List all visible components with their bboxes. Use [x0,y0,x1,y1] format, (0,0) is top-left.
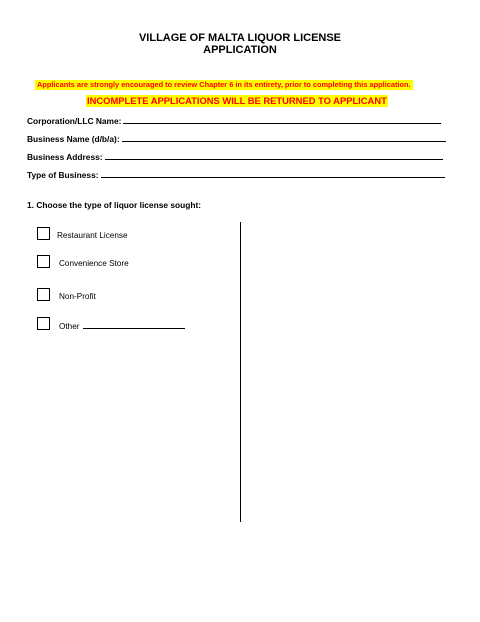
corporation-field-row [27,115,441,127]
form-title-line2: APPLICATION [203,44,277,56]
non-profit-label: Non-Profit [59,292,96,301]
convenience-store-label: Convenience Store [59,259,129,268]
business-name-input[interactable] [122,133,446,142]
convenience-store-checkbox[interactable] [37,255,50,268]
question-number: 1. [27,200,34,210]
business-address-label: Business Address: [27,152,103,162]
business-type-input[interactable] [101,169,445,178]
restaurant-license-checkbox[interactable] [37,227,50,240]
other-label: Other [59,322,80,331]
other-input[interactable] [83,320,185,329]
restaurant-license-label: Restaurant License [57,231,128,240]
corporation-label: Corporation/LLC Name: [27,116,122,126]
form-title-line1: VILLAGE OF MALTA LIQUOR LICENSE [138,32,342,44]
other-option [59,320,185,332]
business-name-label: Business Name (d/b/a): [27,134,120,144]
corporation-input[interactable] [123,115,441,124]
column-divider [240,222,241,522]
business-type-field-row [27,169,445,181]
review-notice: Applicants are strongly encouraged to review Chapter 6 in its entirety, prior to completing this application. [37,80,411,89]
other-checkbox[interactable] [37,317,50,330]
business-address-input[interactable] [105,151,443,160]
business-type-label: Type of Business: [27,170,99,180]
business-name-field-row [27,133,446,145]
business-address-field-row [27,151,443,163]
question-text: Choose the type of liquor license sought: [36,200,202,210]
question-1 [27,199,201,211]
incomplete-notice: INCOMPLETE APPLICATIONS WILL BE RETURNED TO APPLICANT [87,95,387,106]
non-profit-checkbox[interactable] [37,288,50,301]
